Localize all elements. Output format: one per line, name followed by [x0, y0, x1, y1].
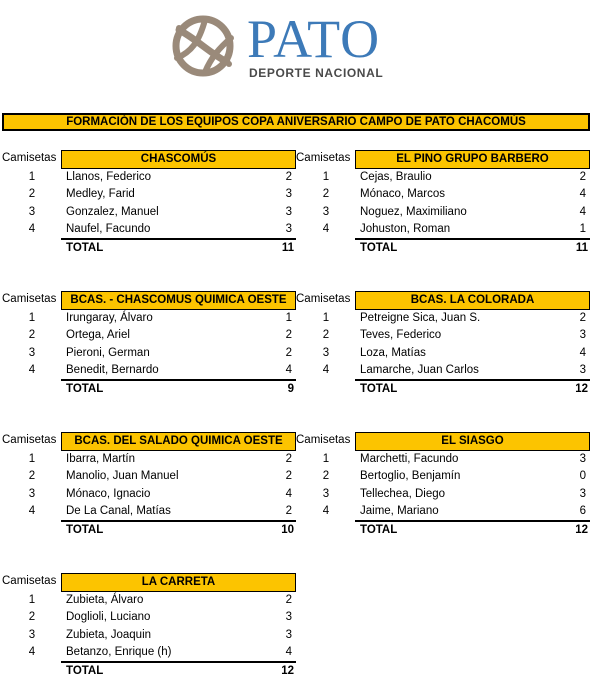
total-row [355, 240, 590, 256]
player-row [296, 345, 592, 362]
player-row [2, 310, 298, 327]
player-row [296, 362, 592, 379]
player-handicap: 0 [579, 470, 586, 483]
camisetas-label: Camisetas [2, 152, 57, 164]
total-value: 11 [281, 242, 294, 254]
player-handicap: 2 [579, 171, 586, 183]
shirt-number: 2 [28, 329, 36, 342]
player-row [296, 503, 592, 520]
player-handicap: 2 [285, 504, 292, 517]
shirt-number: 1 [28, 171, 36, 183]
team-block [2, 432, 298, 536]
total-value: 12 [575, 524, 588, 536]
total-label: TOTAL [360, 524, 398, 536]
team-block [296, 291, 592, 395]
shirt-number: 4 [322, 222, 330, 235]
pato-logo [165, 8, 415, 84]
player-row [2, 204, 298, 221]
shirt-number: 1 [322, 171, 330, 183]
total-row [355, 381, 590, 397]
camisetas-label: Camisetas [2, 575, 57, 587]
player-row [2, 468, 298, 485]
player-name: De La Canal, Matías [66, 504, 171, 517]
player-row [2, 186, 298, 203]
player-handicap: 4 [285, 487, 292, 500]
total-row [61, 381, 296, 397]
player-name: Mónaco, Marcos [360, 188, 446, 201]
player-handicap: 3 [285, 222, 292, 235]
team-block [296, 150, 592, 254]
player-name: Pieroni, German [66, 346, 150, 359]
shirt-number: 3 [322, 487, 330, 500]
logo-subtitle: DEPORTE NACIONAL [249, 66, 384, 80]
shirt-number: 2 [28, 611, 36, 624]
shirt-number: 3 [322, 346, 330, 359]
logo-wordmark: PATO [247, 9, 381, 69]
player-name: Marchetti, Facundo [360, 453, 459, 465]
player-row [2, 221, 298, 238]
total-label: TOTAL [66, 524, 104, 536]
player-name: Betanzo, Enrique (h) [66, 645, 172, 658]
shirt-number: 4 [28, 504, 36, 517]
player-name: Teves, Federico [360, 329, 442, 342]
player-row [296, 451, 592, 468]
player-handicap: 3 [285, 188, 292, 201]
shirt-number: 4 [28, 222, 36, 235]
player-handicap: 2 [285, 171, 292, 183]
player-row [296, 327, 592, 344]
player-name: Cejas, Braulio [360, 171, 432, 183]
player-name: Ibarra, Martín [66, 453, 136, 465]
player-handicap: 3 [579, 453, 586, 465]
shirt-number: 1 [322, 453, 330, 465]
team-block [2, 573, 298, 677]
player-row [296, 204, 592, 221]
team-block [296, 432, 592, 536]
player-handicap: 3 [285, 611, 292, 624]
player-handicap: 3 [285, 628, 292, 641]
camisetas-label: Camisetas [296, 152, 351, 164]
team-name: EL PINO GRUPO BARBERO [355, 150, 590, 169]
player-handicap: 2 [285, 329, 292, 342]
player-handicap: 2 [285, 470, 292, 483]
shirt-number: 2 [322, 470, 330, 483]
player-handicap: 2 [579, 312, 586, 324]
total-label: TOTAL [360, 383, 398, 395]
player-handicap: 4 [579, 346, 586, 359]
shirt-number: 4 [28, 645, 36, 658]
team-block [2, 291, 298, 395]
player-row [2, 644, 298, 661]
shirt-number: 4 [322, 363, 330, 376]
player-handicap: 3 [579, 329, 586, 342]
player-row [2, 451, 298, 468]
shirt-number: 1 [28, 453, 36, 465]
player-handicap: 4 [285, 645, 292, 658]
camisetas-label: Camisetas [2, 434, 57, 446]
player-name: Zubieta, Álvaro [66, 594, 144, 606]
total-row [355, 522, 590, 538]
player-row [2, 592, 298, 609]
total-row [61, 522, 296, 538]
player-row [296, 186, 592, 203]
player-handicap: 2 [285, 453, 292, 465]
shirt-number: 3 [28, 346, 36, 359]
shirt-number: 3 [28, 205, 36, 218]
shirt-number: 3 [322, 205, 330, 218]
player-row [2, 486, 298, 503]
player-name: Jaime, Mariano [360, 504, 439, 517]
total-label: TOTAL [66, 242, 104, 254]
player-handicap: 3 [285, 205, 292, 218]
team-name: BCAS. - CHASCOMUS QUIMICA OESTE [61, 291, 296, 310]
team-name: CHASCOMÚS [61, 150, 296, 169]
player-row [2, 362, 298, 379]
player-handicap: 4 [285, 363, 292, 376]
player-row [296, 486, 592, 503]
player-name: Manolio, Juan Manuel [66, 470, 179, 483]
shirt-number: 1 [28, 312, 36, 324]
player-handicap: 3 [579, 363, 586, 376]
player-name: Petreigne Sica, Juan S. [360, 312, 481, 324]
player-name: Medley, Farid [66, 188, 135, 201]
total-label: TOTAL [360, 242, 398, 254]
player-handicap: 2 [285, 594, 292, 606]
team-name: EL SIASGO [355, 432, 590, 451]
player-name: Doglioli, Luciano [66, 611, 151, 624]
shirt-number: 2 [28, 188, 36, 201]
player-row [2, 345, 298, 362]
player-row [2, 169, 298, 186]
shirt-number: 4 [28, 363, 36, 376]
shirt-number: 3 [28, 487, 36, 500]
player-handicap: 4 [579, 188, 586, 201]
team-name: BCAS. DEL SALADO QUIMICA OESTE [61, 432, 296, 451]
player-name: Gonzalez, Manuel [66, 205, 159, 218]
player-name: Johuston, Roman [360, 222, 451, 235]
page-title: FORMACIÓN DE LOS EQUIPOS COPA ANIVERSARIO CAMPO DE PATO CHACOMÚS [2, 113, 590, 131]
player-row [296, 468, 592, 485]
player-row [2, 503, 298, 520]
player-name: Lamarche, Juan Carlos [360, 363, 479, 376]
player-row [2, 627, 298, 644]
team-block [2, 150, 298, 254]
player-row [296, 310, 592, 327]
player-name: Benedit, Bernardo [66, 363, 159, 376]
player-handicap: 1 [285, 312, 292, 324]
player-handicap: 3 [579, 487, 586, 500]
shirt-number: 2 [322, 188, 330, 201]
total-value: 10 [281, 524, 294, 536]
camisetas-label: Camisetas [2, 293, 57, 305]
player-name: Ortega, Ariel [66, 329, 130, 342]
camisetas-label: Camisetas [296, 293, 351, 305]
player-handicap: 4 [579, 205, 586, 218]
player-name: Naufel, Facundo [66, 222, 151, 235]
player-handicap: 1 [579, 222, 586, 235]
total-label: TOTAL [66, 665, 104, 677]
player-name: Tellechea, Diego [360, 487, 446, 500]
team-name: BCAS. LA COLORADA [355, 291, 590, 310]
team-name: LA CARRETA [61, 573, 296, 592]
player-row [2, 327, 298, 344]
total-value: 12 [281, 665, 294, 677]
player-handicap: 6 [579, 504, 586, 517]
shirt-number: 4 [322, 504, 330, 517]
shirt-number: 3 [28, 628, 36, 641]
player-handicap: 2 [285, 346, 292, 359]
shirt-number: 2 [28, 470, 36, 483]
player-name: Llanos, Federico [66, 171, 152, 183]
player-name: Zubieta, Joaquin [66, 628, 152, 641]
total-label: TOTAL [66, 383, 104, 395]
shirt-number: 1 [28, 594, 36, 606]
total-row [61, 663, 296, 679]
player-row [2, 609, 298, 626]
shirt-number: 1 [322, 312, 330, 324]
player-name: Irungaray, Álvaro [66, 312, 153, 324]
player-name: Noguez, Maximiliano [360, 205, 467, 218]
player-name: Loza, Matías [360, 346, 426, 359]
player-name: Bertoglio, Benjamín [360, 470, 461, 483]
pato-ball-icon [165, 8, 243, 84]
player-row [296, 221, 592, 238]
total-value: 11 [575, 242, 588, 254]
camisetas-label: Camisetas [296, 434, 351, 446]
total-row [61, 240, 296, 256]
player-row [296, 169, 592, 186]
total-value: 9 [287, 383, 294, 395]
shirt-number: 2 [322, 329, 330, 342]
player-name: Mónaco, Ignacio [66, 487, 151, 500]
total-value: 12 [575, 383, 588, 395]
